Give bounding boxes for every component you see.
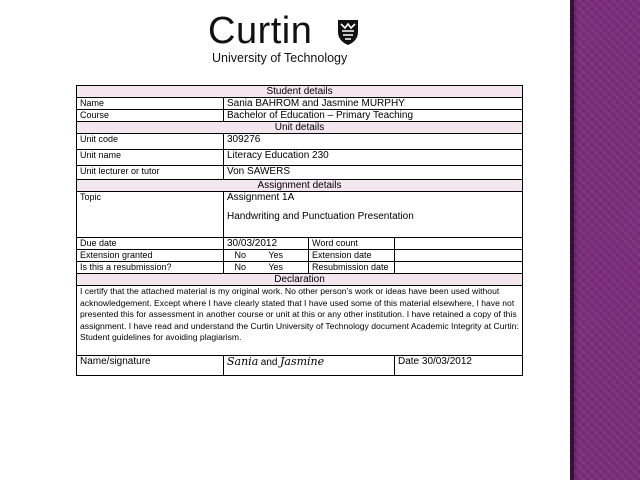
- extension-no-option[interactable]: No: [234, 250, 247, 260]
- date-label: Date: [398, 356, 420, 367]
- unit-code-value[interactable]: 309276: [224, 134, 523, 150]
- date-field[interactable]: [395, 356, 523, 376]
- lecturer-value[interactable]: Von SAWERS: [224, 166, 523, 180]
- unit-code-label: Unit code: [77, 134, 224, 150]
- logo-subtitle: University of Technology: [212, 51, 348, 65]
- decorative-sidebar: [570, 0, 640, 480]
- name-label: Name: [77, 98, 224, 110]
- topic-label: Topic: [77, 192, 224, 238]
- word-count-label: Word count: [309, 238, 395, 250]
- resubmission-yes-option[interactable]: Yes: [268, 262, 284, 272]
- course-value[interactable]: Bachelor of Education – Primary Teaching: [224, 110, 523, 122]
- name-value[interactable]: Sania BAHROM and Jasmine MURPHY: [224, 98, 523, 110]
- topic-line-2: Handwriting and Punctuation Presentation: [227, 211, 414, 222]
- section-declaration: Declaration: [77, 274, 523, 286]
- topic-line-1: Assignment 1A: [227, 192, 295, 203]
- resubmission-label: Is this a resubmission?: [77, 262, 224, 274]
- extension-yes-option[interactable]: Yes: [268, 250, 284, 260]
- signature-value[interactable]: [224, 356, 395, 376]
- shield-icon: [336, 18, 360, 46]
- lecturer-label: Unit lecturer or tutor: [77, 166, 224, 180]
- signature-name-1: Sania: [227, 355, 259, 368]
- declaration-text: I certify that the attached material is my original work. No other person’s work or ideas have been used without acknowledgement. Except where I have clearly stated that I have used some of this material elsewhere, I have not presented this for assessment in another course or unit at this or any other institution. I have retained a copy of this assignment. I have read and understand the Curtin University of Technology document Academic Integrity at Curtin: Student guidelines for avoiding plagiarism.: [77, 286, 523, 356]
- section-student-details: Student details: [77, 86, 523, 98]
- cover-sheet-form: [76, 85, 523, 376]
- topic-value[interactable]: [224, 192, 523, 238]
- signature-name-2: Jasmine: [279, 355, 325, 368]
- date-value: 30/03/2012: [421, 356, 472, 367]
- section-unit-details: Unit details: [77, 122, 523, 134]
- unit-name-label: Unit name: [77, 150, 224, 166]
- resubmission-choice[interactable]: [224, 262, 309, 274]
- extension-date-value[interactable]: [395, 250, 523, 262]
- word-count-value[interactable]: [395, 238, 523, 250]
- section-assignment-details: Assignment details: [77, 180, 523, 192]
- course-label: Course: [77, 110, 224, 122]
- signature-label: Name/signature: [77, 356, 224, 376]
- signature-and: and: [260, 357, 278, 368]
- unit-name-value[interactable]: Literacy Education 230: [224, 150, 523, 166]
- logo-wordmark: Curtin: [208, 10, 313, 52]
- extension-granted-label: Extension granted: [77, 250, 224, 262]
- extension-date-label: Extension date: [309, 250, 395, 262]
- due-date-label: Due date: [77, 238, 224, 250]
- sidebar-texture: [574, 0, 640, 480]
- extension-granted-choice[interactable]: [224, 250, 309, 262]
- curtin-logo: [208, 10, 378, 70]
- resubmission-date-value[interactable]: [395, 262, 523, 274]
- resubmission-no-option[interactable]: No: [234, 262, 247, 272]
- resubmission-date-label: Resubmission date: [309, 262, 395, 274]
- due-date-value[interactable]: 30/03/2012: [224, 238, 309, 250]
